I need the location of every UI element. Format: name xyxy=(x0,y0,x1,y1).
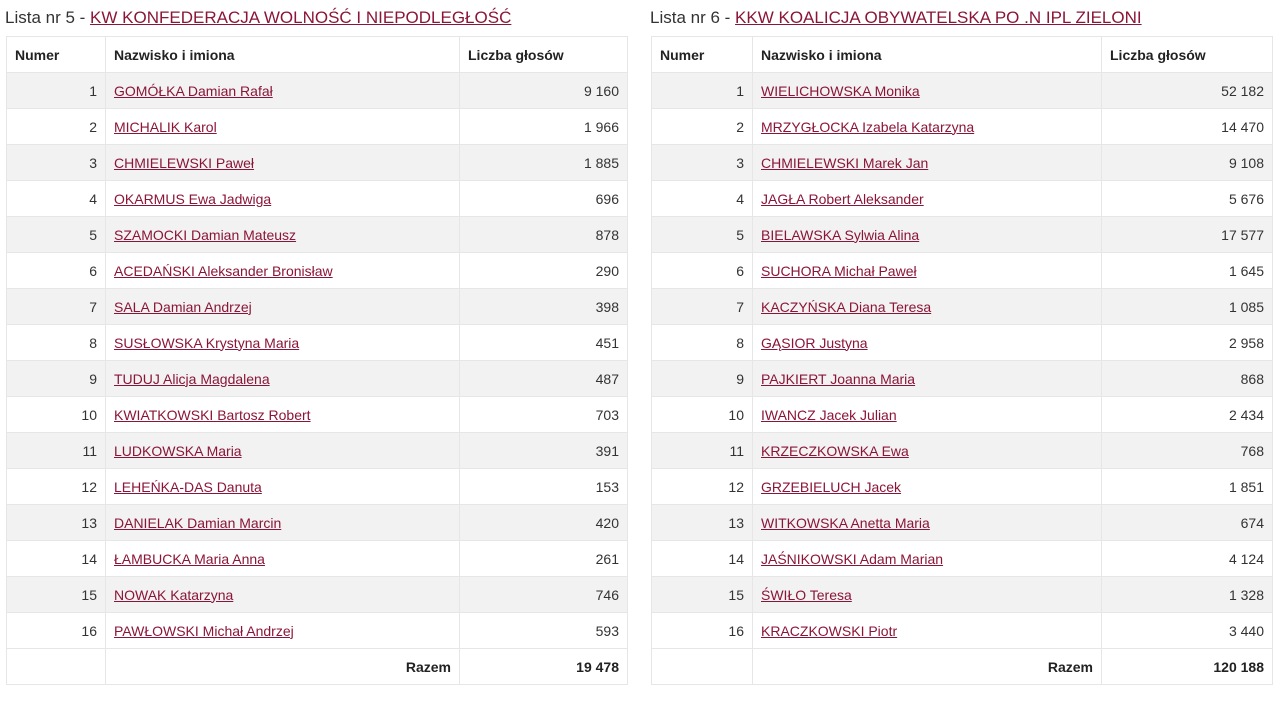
candidate-link[interactable]: OKARMUS Ewa Jadwiga xyxy=(114,190,272,207)
candidate-number: 12 xyxy=(652,469,753,505)
candidate-number: 1 xyxy=(7,73,106,109)
candidate-link[interactable]: CHMIELEWSKI Marek Jan xyxy=(761,154,929,171)
candidate-number: 14 xyxy=(652,541,753,577)
candidate-number: 11 xyxy=(7,433,106,469)
candidate-votes: 391 xyxy=(460,433,628,469)
candidate-link[interactable]: GĄSIOR Justyna xyxy=(761,334,868,351)
candidate-number: 14 xyxy=(7,541,106,577)
candidate-name-cell xyxy=(106,433,460,469)
candidate-name-cell xyxy=(106,217,460,253)
total-value: 19 478 xyxy=(460,649,628,685)
candidate-number: 15 xyxy=(652,577,753,613)
list-number-label: Lista nr 6 - xyxy=(650,8,736,27)
table-row xyxy=(7,289,628,325)
candidate-votes: 1 328 xyxy=(1102,577,1273,613)
results-table xyxy=(651,36,1273,685)
table-header-row xyxy=(7,37,628,73)
candidate-link[interactable]: BIELAWSKA Sylwia Alina xyxy=(761,226,920,243)
candidate-link[interactable]: SZAMOCKI Damian Mateusz xyxy=(114,226,297,243)
table-row xyxy=(652,613,1273,649)
candidate-name-cell xyxy=(753,325,1102,361)
candidate-name-cell xyxy=(106,469,460,505)
candidate-link[interactable]: MRZYGŁOCKA Izabela Katarzyna xyxy=(761,118,975,135)
table-row xyxy=(7,505,628,541)
candidate-number: 13 xyxy=(652,505,753,541)
table-row xyxy=(652,397,1273,433)
candidate-number: 4 xyxy=(652,181,753,217)
candidate-link[interactable]: PAJKIERT Joanna Maria xyxy=(761,370,916,387)
table-row xyxy=(7,541,628,577)
table-row xyxy=(7,469,628,505)
candidate-number: 8 xyxy=(652,325,753,361)
candidate-number: 9 xyxy=(7,361,106,397)
candidate-link[interactable]: NOWAK Katarzyna xyxy=(114,586,234,603)
list-title xyxy=(5,6,628,30)
total-row xyxy=(7,649,628,685)
candidate-name-cell xyxy=(106,361,460,397)
candidate-votes: 768 xyxy=(1102,433,1273,469)
candidate-link[interactable]: KRACZKOWSKI Piotr xyxy=(761,622,898,639)
header-votes: Liczba głosów xyxy=(460,37,628,73)
header-name: Nazwisko i imiona xyxy=(753,37,1102,73)
list-panel-5 xyxy=(6,6,628,685)
candidate-name-cell xyxy=(753,505,1102,541)
header-votes: Liczba głosów xyxy=(1102,37,1273,73)
candidate-number: 2 xyxy=(652,109,753,145)
candidate-name-cell xyxy=(753,145,1102,181)
candidate-name-cell xyxy=(753,253,1102,289)
table-row xyxy=(652,505,1273,541)
candidate-number: 5 xyxy=(7,217,106,253)
candidate-link[interactable]: DANIELAK Damian Marcin xyxy=(114,514,282,531)
table-row xyxy=(652,109,1273,145)
table-row xyxy=(7,145,628,181)
candidate-number: 16 xyxy=(652,613,753,649)
candidate-number: 6 xyxy=(7,253,106,289)
candidate-link[interactable]: PAWŁOWSKI Michał Andrzej xyxy=(114,622,294,639)
candidate-votes: 420 xyxy=(460,505,628,541)
table-row xyxy=(7,577,628,613)
candidate-votes: 487 xyxy=(460,361,628,397)
candidate-number: 13 xyxy=(7,505,106,541)
table-row xyxy=(7,109,628,145)
table-row xyxy=(7,325,628,361)
candidate-name-cell xyxy=(106,73,460,109)
total-spacer xyxy=(652,649,753,685)
table-row xyxy=(652,217,1273,253)
candidate-link[interactable]: GRZEBIELUCH Jacek xyxy=(761,478,902,495)
candidate-votes: 878 xyxy=(460,217,628,253)
table-body xyxy=(7,73,628,649)
candidate-link[interactable]: LEHEŃKA-DAS Danuta xyxy=(114,478,262,495)
candidate-number: 16 xyxy=(7,613,106,649)
candidate-name-cell xyxy=(106,289,460,325)
candidate-name-cell xyxy=(106,325,460,361)
table-row xyxy=(652,325,1273,361)
candidate-name-cell xyxy=(106,181,460,217)
candidate-link[interactable]: CHMIELEWSKI Paweł xyxy=(114,154,255,171)
table-row xyxy=(652,361,1273,397)
candidate-name-cell xyxy=(753,541,1102,577)
table-row xyxy=(652,469,1273,505)
candidate-number: 10 xyxy=(7,397,106,433)
table-row xyxy=(652,577,1273,613)
candidate-votes: 290 xyxy=(460,253,628,289)
candidate-votes: 17 577 xyxy=(1102,217,1273,253)
committee-link[interactable]: KKW KOALICJA OBYWATELSKA PO .N IPL ZIELONI xyxy=(735,8,1142,27)
table-row xyxy=(652,181,1273,217)
table-row xyxy=(652,145,1273,181)
candidate-number: 1 xyxy=(652,73,753,109)
candidate-number: 3 xyxy=(7,145,106,181)
candidate-link[interactable]: JAGŁA Robert Aleksander xyxy=(761,190,924,207)
candidate-name-cell xyxy=(753,469,1102,505)
candidate-number: 7 xyxy=(652,289,753,325)
candidate-votes: 9 160 xyxy=(460,73,628,109)
candidate-link[interactable]: SUCHORA Michał Paweł xyxy=(761,262,917,279)
candidate-name-cell xyxy=(753,613,1102,649)
candidate-number: 8 xyxy=(7,325,106,361)
candidate-votes: 746 xyxy=(460,577,628,613)
table-row xyxy=(7,181,628,217)
candidate-votes: 451 xyxy=(460,325,628,361)
candidate-name-cell xyxy=(753,289,1102,325)
total-label: Razem xyxy=(106,649,460,685)
table-row xyxy=(7,253,628,289)
candidate-number: 10 xyxy=(652,397,753,433)
list-number-label: Lista nr 5 - xyxy=(5,8,91,27)
total-value: 120 188 xyxy=(1102,649,1273,685)
candidate-votes: 3 440 xyxy=(1102,613,1273,649)
table-row xyxy=(652,289,1273,325)
candidate-number: 5 xyxy=(652,217,753,253)
candidate-link[interactable]: IWANCZ Jacek Julian xyxy=(761,406,897,423)
candidate-name-cell xyxy=(753,109,1102,145)
candidate-name-cell xyxy=(106,613,460,649)
table-row xyxy=(652,433,1273,469)
candidate-votes: 1 085 xyxy=(1102,289,1273,325)
candidate-name-cell xyxy=(106,505,460,541)
candidate-votes: 9 108 xyxy=(1102,145,1273,181)
table-row xyxy=(7,613,628,649)
candidate-link[interactable]: WIELICHOWSKA Monika xyxy=(761,82,920,99)
candidate-number: 3 xyxy=(652,145,753,181)
candidate-number: 4 xyxy=(7,181,106,217)
candidate-number: 2 xyxy=(7,109,106,145)
list-title xyxy=(650,6,1273,30)
candidate-votes: 868 xyxy=(1102,361,1273,397)
candidate-name-cell xyxy=(753,361,1102,397)
candidate-name-cell xyxy=(106,145,460,181)
candidate-number: 7 xyxy=(7,289,106,325)
candidate-votes: 2 958 xyxy=(1102,325,1273,361)
candidate-votes: 1 966 xyxy=(460,109,628,145)
candidate-votes: 14 470 xyxy=(1102,109,1273,145)
committee-link[interactable]: KW KONFEDERACJA WOLNOŚĆ I NIEPODLEGŁOŚĆ xyxy=(90,8,512,27)
candidate-name-cell xyxy=(753,397,1102,433)
total-spacer xyxy=(7,649,106,685)
candidate-number: 12 xyxy=(7,469,106,505)
table-row xyxy=(7,217,628,253)
table-row xyxy=(652,541,1273,577)
candidate-votes: 5 676 xyxy=(1102,181,1273,217)
table-row xyxy=(7,361,628,397)
table-row xyxy=(7,73,628,109)
candidate-votes: 696 xyxy=(460,181,628,217)
candidate-link[interactable]: ACEDAŃSKI Aleksander Bronisław xyxy=(114,262,333,279)
candidate-link[interactable]: WITKOWSKA Anetta Maria xyxy=(761,514,930,531)
results-table xyxy=(6,36,628,685)
candidate-link[interactable]: ŁAMBUCKA Maria Anna xyxy=(114,550,265,567)
candidate-votes: 261 xyxy=(460,541,628,577)
candidate-name-cell xyxy=(106,541,460,577)
table-row xyxy=(7,397,628,433)
candidate-votes: 1 645 xyxy=(1102,253,1273,289)
candidate-votes: 674 xyxy=(1102,505,1273,541)
candidate-number: 9 xyxy=(652,361,753,397)
candidate-votes: 703 xyxy=(460,397,628,433)
candidate-link[interactable]: KWIATKOWSKI Bartosz Robert xyxy=(114,406,311,423)
header-number: Numer xyxy=(652,37,753,73)
candidate-votes: 398 xyxy=(460,289,628,325)
candidate-number: 15 xyxy=(7,577,106,613)
candidate-name-cell xyxy=(753,217,1102,253)
header-name: Nazwisko i imiona xyxy=(106,37,460,73)
candidate-name-cell xyxy=(753,181,1102,217)
candidate-votes: 593 xyxy=(460,613,628,649)
candidate-name-cell xyxy=(753,73,1102,109)
candidate-name-cell xyxy=(106,577,460,613)
header-number: Numer xyxy=(7,37,106,73)
candidate-votes: 153 xyxy=(460,469,628,505)
candidate-name-cell xyxy=(106,253,460,289)
table-header-row xyxy=(652,37,1273,73)
candidate-link[interactable]: SALA Damian Andrzej xyxy=(114,298,252,315)
candidate-votes: 1 851 xyxy=(1102,469,1273,505)
total-label: Razem xyxy=(753,649,1102,685)
candidate-link[interactable]: GOMÓŁKA Damian Rafał xyxy=(114,82,273,99)
candidate-link[interactable]: SUSŁOWSKA Krystyna Maria xyxy=(114,334,300,351)
candidate-name-cell xyxy=(753,577,1102,613)
candidate-name-cell xyxy=(753,433,1102,469)
candidate-votes: 52 182 xyxy=(1102,73,1273,109)
total-row xyxy=(652,649,1273,685)
table-row xyxy=(652,253,1273,289)
table-row xyxy=(7,433,628,469)
candidate-votes: 4 124 xyxy=(1102,541,1273,577)
candidate-link[interactable]: KACZYŃSKA Diana Teresa xyxy=(761,298,932,315)
candidate-link[interactable]: MICHALIK Karol xyxy=(114,118,217,135)
candidate-link[interactable]: JAŚNIKOWSKI Adam Marian xyxy=(761,550,944,567)
list-panel-6 xyxy=(651,6,1273,685)
table-row xyxy=(652,73,1273,109)
candidate-votes: 2 434 xyxy=(1102,397,1273,433)
candidate-name-cell xyxy=(106,109,460,145)
candidate-name-cell xyxy=(106,397,460,433)
candidate-link[interactable]: KRZECZKOWSKA Ewa xyxy=(761,442,909,459)
candidate-link[interactable]: ŚWIŁO Teresa xyxy=(761,586,852,603)
candidate-link[interactable]: TUDUJ Alicja Magdalena xyxy=(114,370,270,387)
candidate-votes: 1 885 xyxy=(460,145,628,181)
candidate-number: 11 xyxy=(652,433,753,469)
table-body xyxy=(652,73,1273,649)
candidate-number: 6 xyxy=(652,253,753,289)
candidate-link[interactable]: LUDKOWSKA Maria xyxy=(114,442,242,459)
